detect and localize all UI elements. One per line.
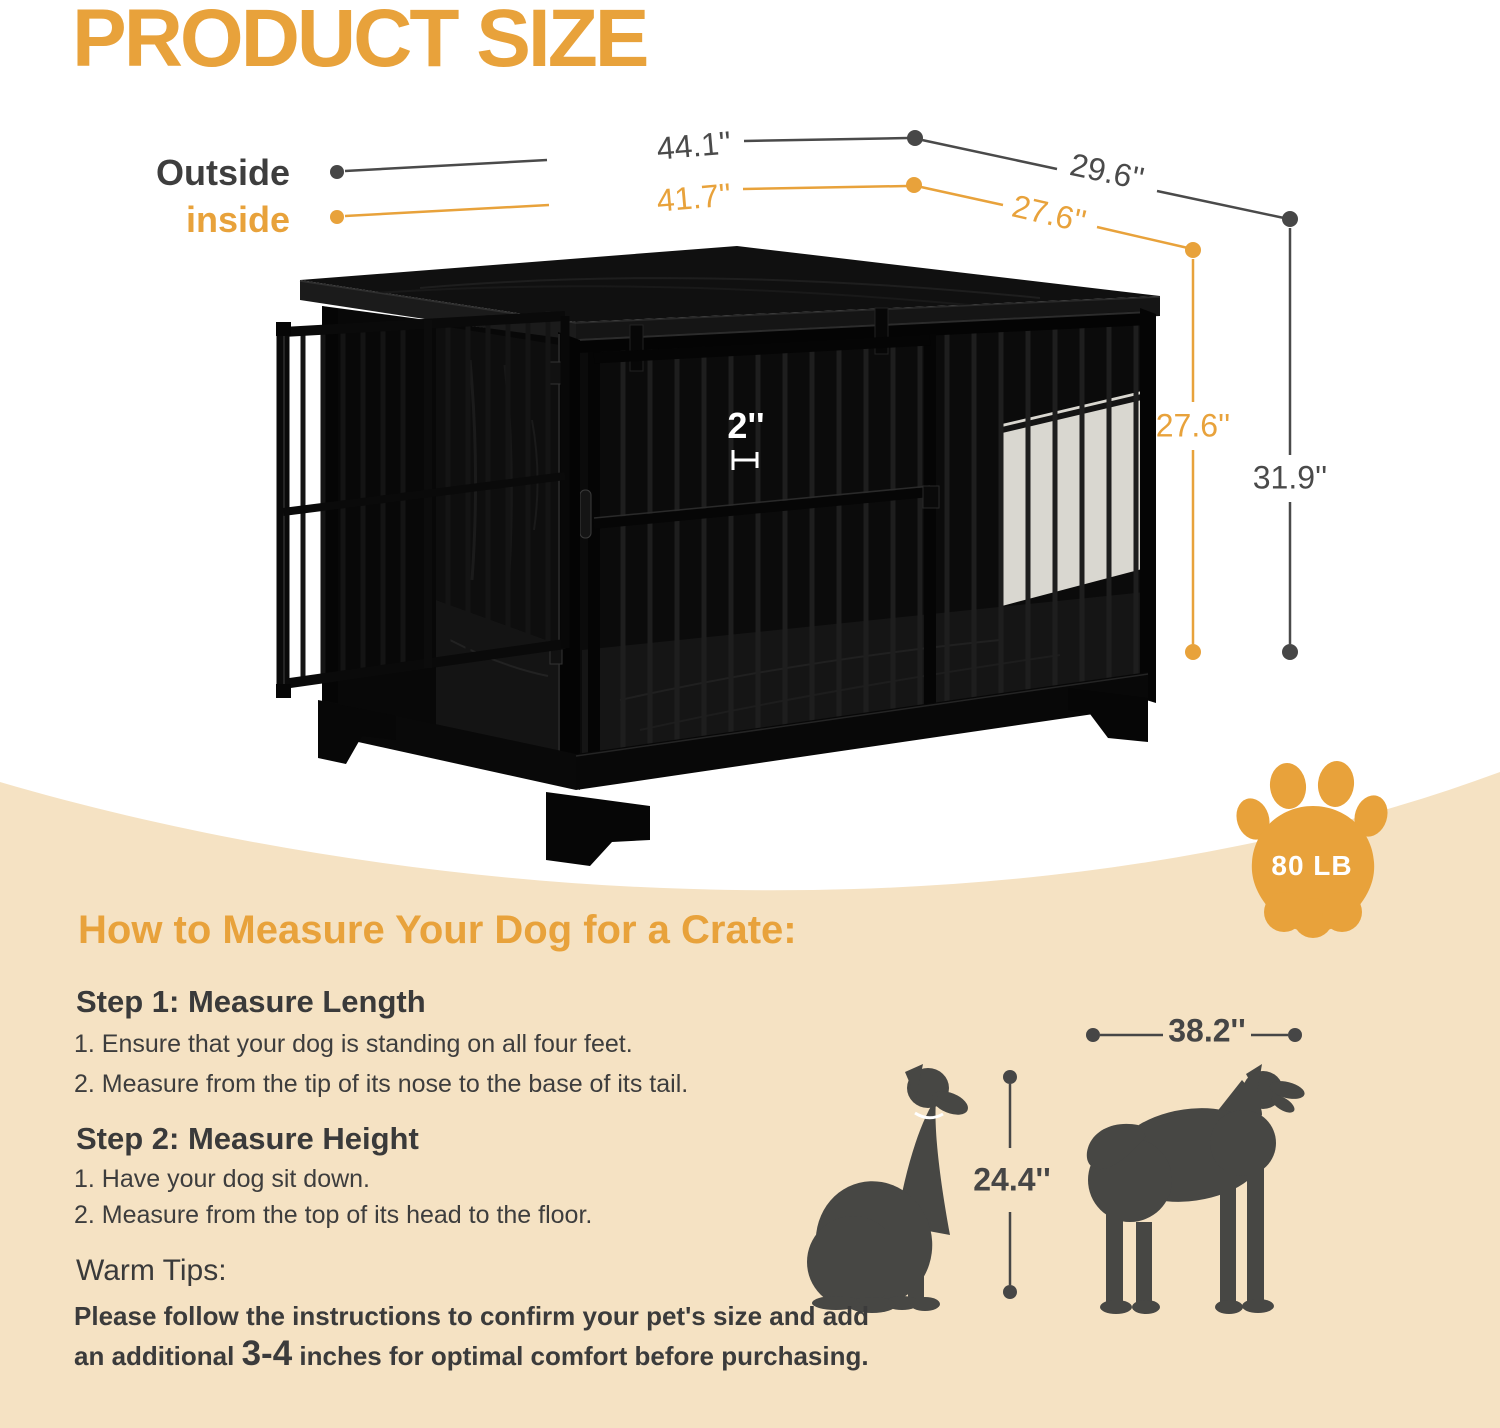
inside-width-dimension: 41.7'' xyxy=(655,176,733,219)
weight-capacity-badge: 80 LB xyxy=(1271,850,1353,881)
outside-width-dimension: 44.1'' xyxy=(655,124,733,167)
warm-tips-title: Warm Tips: xyxy=(76,1254,227,1287)
warm-tips-line2-suffix: inches for optimal comfort before purchasing. xyxy=(292,1341,869,1371)
warm-tips-highlight: 3-4 xyxy=(241,1334,293,1373)
dog-length-dimension: 38.2'' xyxy=(1168,1012,1246,1049)
inside-height-dimension: 27.6'' xyxy=(1155,407,1231,444)
door-handle xyxy=(580,490,591,538)
warm-tips-line1: Please follow the instructions to confirm your pet's size and add xyxy=(74,1301,869,1331)
step1-item-1: 1. Ensure that your dog is standing on all four feet. xyxy=(74,1030,633,1058)
inside-depth-dimension: 27.6'' xyxy=(1008,187,1090,240)
bar-spacing-dimension: 2'' xyxy=(727,405,765,446)
step2-item-2: 2. Measure from the top of its head to the floor. xyxy=(74,1201,593,1229)
warm-tips-line2 xyxy=(74,1334,869,1374)
door-latch xyxy=(923,486,939,508)
page-title: PRODUCT SIZE xyxy=(72,0,647,84)
outside-height-dimension: 31.9'' xyxy=(1252,459,1328,496)
outside-depth-dimension: 29.6'' xyxy=(1066,146,1148,197)
step2-item-1: 1. Have your dog sit down. xyxy=(74,1165,370,1193)
warm-tips-line2-prefix: an additional xyxy=(74,1341,242,1371)
inside-label: inside xyxy=(185,199,290,240)
dog-height-dimension: 24.4'' xyxy=(973,1161,1051,1198)
guide-heading: How to Measure Your Dog for a Crate: xyxy=(78,908,797,952)
step1-item-2: 2. Measure from the tip of its nose to the base of its tail. xyxy=(74,1070,689,1098)
step2-title: Step 2: Measure Height xyxy=(76,1121,419,1156)
step1-title: Step 1: Measure Length xyxy=(76,984,426,1019)
outside-label: Outside xyxy=(155,152,290,193)
dog-crate-illustration xyxy=(276,246,1160,866)
